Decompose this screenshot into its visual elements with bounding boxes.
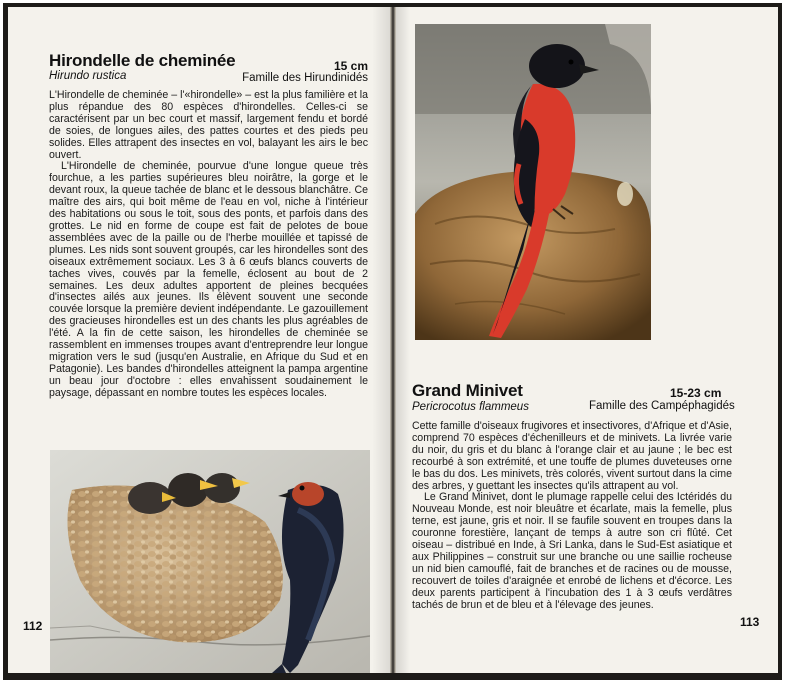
page-number: 113 — [740, 615, 760, 629]
left-page — [8, 7, 390, 673]
latin-name: Hirundo rustica — [49, 70, 127, 82]
paragraph: Le Grand Minivet, dont le plumage rappelle celui des Ictéridés du Nouveau Monde, est noir bleuâtre et écarlate, mais la femelle, plus terne, est jaune, gris et noir. Il se faufile souvent en troupes dans la couronne forestière, lançant de temps à autre son cri flûté. Cet oiseau – distribué en Inde, à Sri Lanka, dans le Sud-Est asiatique et aux Philippines – construit sur une branche ou une saillie rocheuse un nid bien camouflé, fait de branches et de racines ou de mousse, recouvert de toiles d'araignée et enrobé de lichens et d'écorce. Les deux parents participent à l'incubation des 1 à 3 œufs verdâtres tachés de brun et de bleu et à l'élevage des jeunes. — [412, 491, 732, 611]
swallow-nest-photo — [50, 450, 370, 673]
species-size: 15-23 cm — [670, 386, 722, 400]
page-number: 112 — [23, 619, 43, 633]
page-shadow — [372, 7, 390, 673]
right-page — [396, 7, 778, 673]
species-description — [49, 90, 368, 408]
species-size: 15 cm — [333, 59, 368, 73]
paragraph: L'Hirondelle de cheminée – l'«hirondelle» – est la plus familière et la plus répandue des 80 espèces d'hirondelles. Celles-ci se caractérisent par un bec court et massif, largement fendu et bordé de soies, de longues ailes, des pattes courtes et des pieds peu solides. Elles attrapent des insectes en vol, balayant les airs le bec ouvert. — [49, 89, 368, 161]
paragraph: L'Hirondelle de cheminée, pourvue d'une longue queue très fourchue, a les parties supérieures bleu noirâtre, la gorge et le devant roux, la queue tachée de blanc et le dessous blanchâtre. Ce maître des airs, qui boit même de l'eau en vol, niche à l'intérieur des habitations ou sous le toit, sous des ponts, et parfois dans des grottes. Le nid en forme de coupe est fait de pelotes de boue assemblées avec de la paille ou de l'herbe mouillée et tapissé de plumes. Les nids sont souvent groupés, car les hirondelles sont des oiseaux extrêmement sociaux. Les 3 à 6 œufs blancs couverts de taches vives, couvés par la femelle, éclosent au bout de 2 semaines. Les deux adultes apportent de pleines becquées d'insectes ailés aux jeunes. Ils élèvent souvent une seconde couvée lorsque la première devient indépendante. Le gazouillement des gracieuses hirondelles est un des chants les plus agréables de l'été. A la fin de cette saison, les hirondelles de cheminée se rassemblent en immenses troupes avant d'entreprendre leur longue migration vers le sud (jusqu'en Australie, en Afrique du Sud et en Patagonie). Les bandes d'hirondelles atteignent la pampa argentine un beau jour d'octobre : elles envahissent soudainement le paysage, dépassant en nombre toutes les espèces locales. — [49, 160, 368, 399]
species-description — [412, 421, 732, 633]
page-shadow — [396, 7, 410, 673]
latin-name: Pericrocotus flammeus — [412, 401, 529, 413]
minivet-photo — [415, 24, 651, 340]
family-name: Famille des Hirundinidés — [242, 72, 368, 84]
species-title: Grand Minivet — [412, 381, 523, 400]
family-name: Famille des Campéphagidés — [589, 400, 735, 412]
species-title: Hirondelle de cheminée — [49, 51, 236, 70]
paragraph: Cette famille d'oiseaux frugivores et insectivores, d'Afrique et d'Asie, comprend 70 espèces d'échenilleurs et de minivets. La livrée varie du noir, du gris et du blanc à l'orange clair et au jaune ; le bec est recourbé à son extrémité, et une touffe de plumes duveteuses orne le bas du dos. Les minivets, très colorés, vivent surtout dans la cime des arbres, y guettant les insectes qu'ils attrapent au vol. — [412, 420, 732, 492]
open-book — [3, 3, 782, 680]
